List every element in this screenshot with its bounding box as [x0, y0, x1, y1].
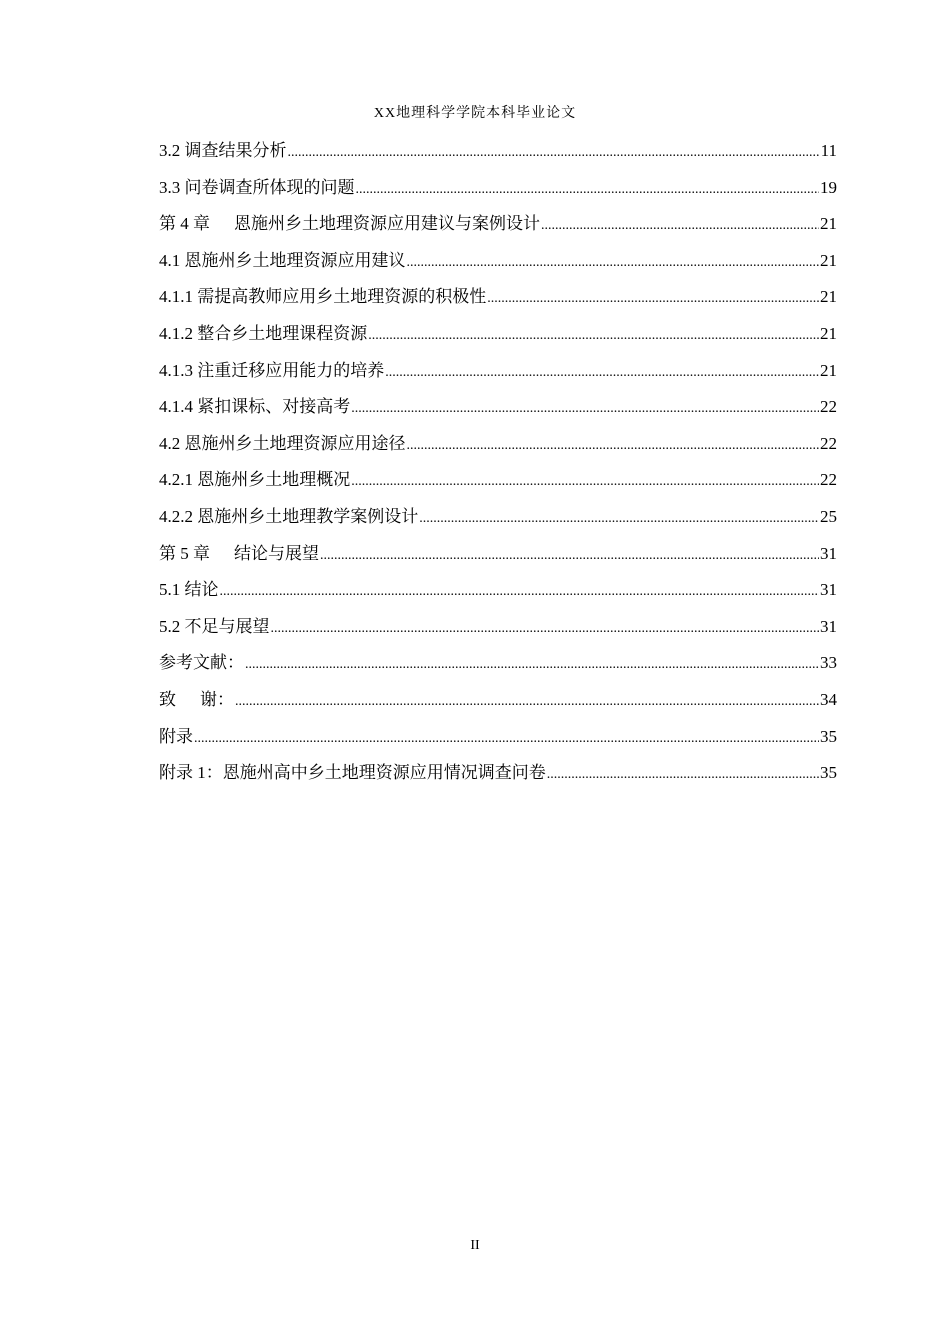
toc-entry-title [159, 279, 486, 316]
toc-entry-page: 21 [820, 323, 837, 343]
toc-entry-title [159, 243, 406, 280]
toc-entry-text: 恩施州乡土地理资源应用建议 [184, 250, 406, 270]
toc-entry-page: 31 [820, 616, 837, 636]
toc-entry[interactable] [159, 609, 837, 646]
toc-entry-page: 22 [820, 397, 837, 417]
toc-entry-page: 35 [820, 726, 837, 746]
toc-entry-title [159, 755, 546, 792]
toc-entry-text: 恩施州乡土地理资源应用建议与案例设计 [234, 214, 540, 234]
toc-entry-page: 21 [820, 287, 837, 307]
toc-entry-text: 不足与展望 [184, 616, 270, 636]
toc-dot-leader [235, 682, 819, 721]
toc-entry-number: 3.2 [159, 141, 185, 160]
toc-entry-title [159, 353, 384, 390]
toc-dot-leader [419, 499, 819, 538]
toc-entry-page: 19 [820, 177, 837, 197]
toc-entry[interactable] [159, 426, 837, 463]
toc-entry-text: 恩施州乡土地理资源应用途径 [184, 433, 406, 453]
toc-dot-leader [245, 645, 819, 684]
toc-entry[interactable] [159, 645, 837, 682]
toc-entry-title [159, 645, 244, 682]
toc-entry-title [159, 682, 234, 719]
toc-entry-page: 31 [820, 580, 837, 600]
running-header: XX地理科学学院本科毕业论文 [373, 106, 577, 121]
toc-entry-title [159, 426, 406, 463]
toc-entry-title [159, 609, 270, 646]
toc-entry-title [159, 536, 319, 573]
toc-dot-leader [320, 536, 819, 575]
toc-entry[interactable] [159, 755, 837, 792]
toc-entry-page: 21 [820, 360, 837, 380]
toc-dot-leader [351, 389, 819, 428]
toc-entry-number: 5.1 [159, 580, 185, 600]
toc-entry[interactable] [159, 316, 837, 353]
page-number: II [470, 1238, 480, 1253]
toc-entry-number: 4.1 [159, 250, 185, 270]
toc-entry-page: 11 [820, 141, 837, 160]
toc-entry[interactable] [159, 719, 837, 756]
toc-entry-text: 紧扣课标、对接高考 [197, 397, 351, 417]
toc-dot-leader [407, 426, 820, 465]
toc-entry-title [159, 133, 287, 170]
toc-dot-leader [385, 353, 819, 392]
toc-entry-text: 结论 [184, 580, 219, 600]
toc-dot-leader [487, 279, 819, 318]
toc-entry-number: 4.1.3 [159, 360, 198, 380]
toc-entry-text: 谢： [200, 689, 234, 709]
toc-entry-number: 5.2 [159, 616, 185, 636]
toc-entry-page: 34 [820, 689, 837, 709]
toc-entry-page: 22 [820, 433, 837, 453]
toc-entry-page: 25 [820, 506, 837, 526]
toc-entry-text: 恩施州高中乡土地理资源应用情况调查问卷 [222, 763, 546, 783]
toc-entry-page: 35 [820, 763, 837, 783]
toc-entry[interactable] [159, 353, 837, 390]
toc-entry[interactable] [159, 243, 837, 280]
toc-entry-text: 结论与展望 [234, 543, 319, 563]
toc-entry[interactable] [159, 389, 837, 426]
toc-entry[interactable] [159, 133, 837, 170]
toc-entry-number: 4.2.1 [159, 470, 198, 490]
toc-entry-text: 附录 [159, 726, 193, 746]
toc-dot-leader [288, 133, 820, 172]
toc-entry[interactable] [159, 462, 837, 499]
toc-entry[interactable] [159, 206, 837, 243]
toc-dot-leader [351, 462, 819, 501]
toc-entry-page: 22 [820, 470, 837, 490]
toc-entry[interactable] [159, 572, 837, 609]
table-of-contents [159, 133, 837, 792]
toc-dot-leader [220, 572, 820, 611]
toc-entry-number: 4.2.2 [159, 506, 198, 526]
toc-entry[interactable] [159, 682, 837, 719]
toc-entry-number: 4.1.4 [159, 397, 198, 417]
toc-entry-number: 附录 1： [159, 763, 223, 783]
toc-entry-page: 21 [820, 214, 837, 234]
toc-entry[interactable] [159, 536, 837, 573]
toc-entry-number: 第 5 章 [159, 543, 210, 563]
toc-entry-text: 注重迁移应用能力的培养 [197, 360, 385, 380]
toc-dot-leader [194, 719, 819, 758]
toc-dot-leader [356, 170, 820, 209]
toc-entry-number: 致 [159, 689, 176, 709]
toc-entry-number: 3.3 [159, 177, 185, 197]
toc-dot-leader [547, 755, 819, 794]
toc-entry-title [159, 170, 355, 207]
toc-entry-title [159, 499, 418, 536]
toc-entry-page: 31 [820, 543, 837, 563]
toc-entry[interactable] [159, 170, 837, 207]
toc-dot-leader [407, 243, 820, 282]
toc-entry-title [159, 462, 350, 499]
toc-entry-text: 需提高教师应用乡土地理资源的积极性 [197, 287, 487, 307]
toc-entry-number: 第 4 章 [159, 214, 210, 234]
toc-entry-title [159, 316, 367, 353]
toc-entry-title [159, 572, 219, 609]
toc-entry-title [159, 206, 540, 243]
toc-entry[interactable] [159, 499, 837, 536]
toc-entry-text: 恩施州乡土地理教学案例设计 [197, 506, 419, 526]
toc-entry-text: 整合乡土地理课程资源 [197, 323, 368, 343]
toc-dot-leader [541, 206, 819, 245]
toc-entry-title [159, 389, 350, 426]
toc-entry-text: 参考文献： [159, 653, 244, 673]
toc-entry-text: 恩施州乡土地理概况 [197, 470, 351, 490]
toc-dot-leader [368, 316, 819, 355]
toc-entry-text: 调查结果分析 [184, 141, 287, 160]
toc-entry-page: 21 [820, 250, 837, 270]
toc-entry-number: 4.2 [159, 433, 185, 453]
toc-entry-number: 4.1.1 [159, 287, 198, 307]
toc-dot-leader [271, 609, 820, 648]
toc-entry-number: 4.1.2 [159, 323, 198, 343]
toc-entry[interactable] [159, 279, 837, 316]
toc-entry-title [159, 719, 193, 756]
toc-entry-page: 33 [820, 653, 837, 673]
toc-entry-text: 问卷调查所体现的问题 [184, 177, 355, 197]
